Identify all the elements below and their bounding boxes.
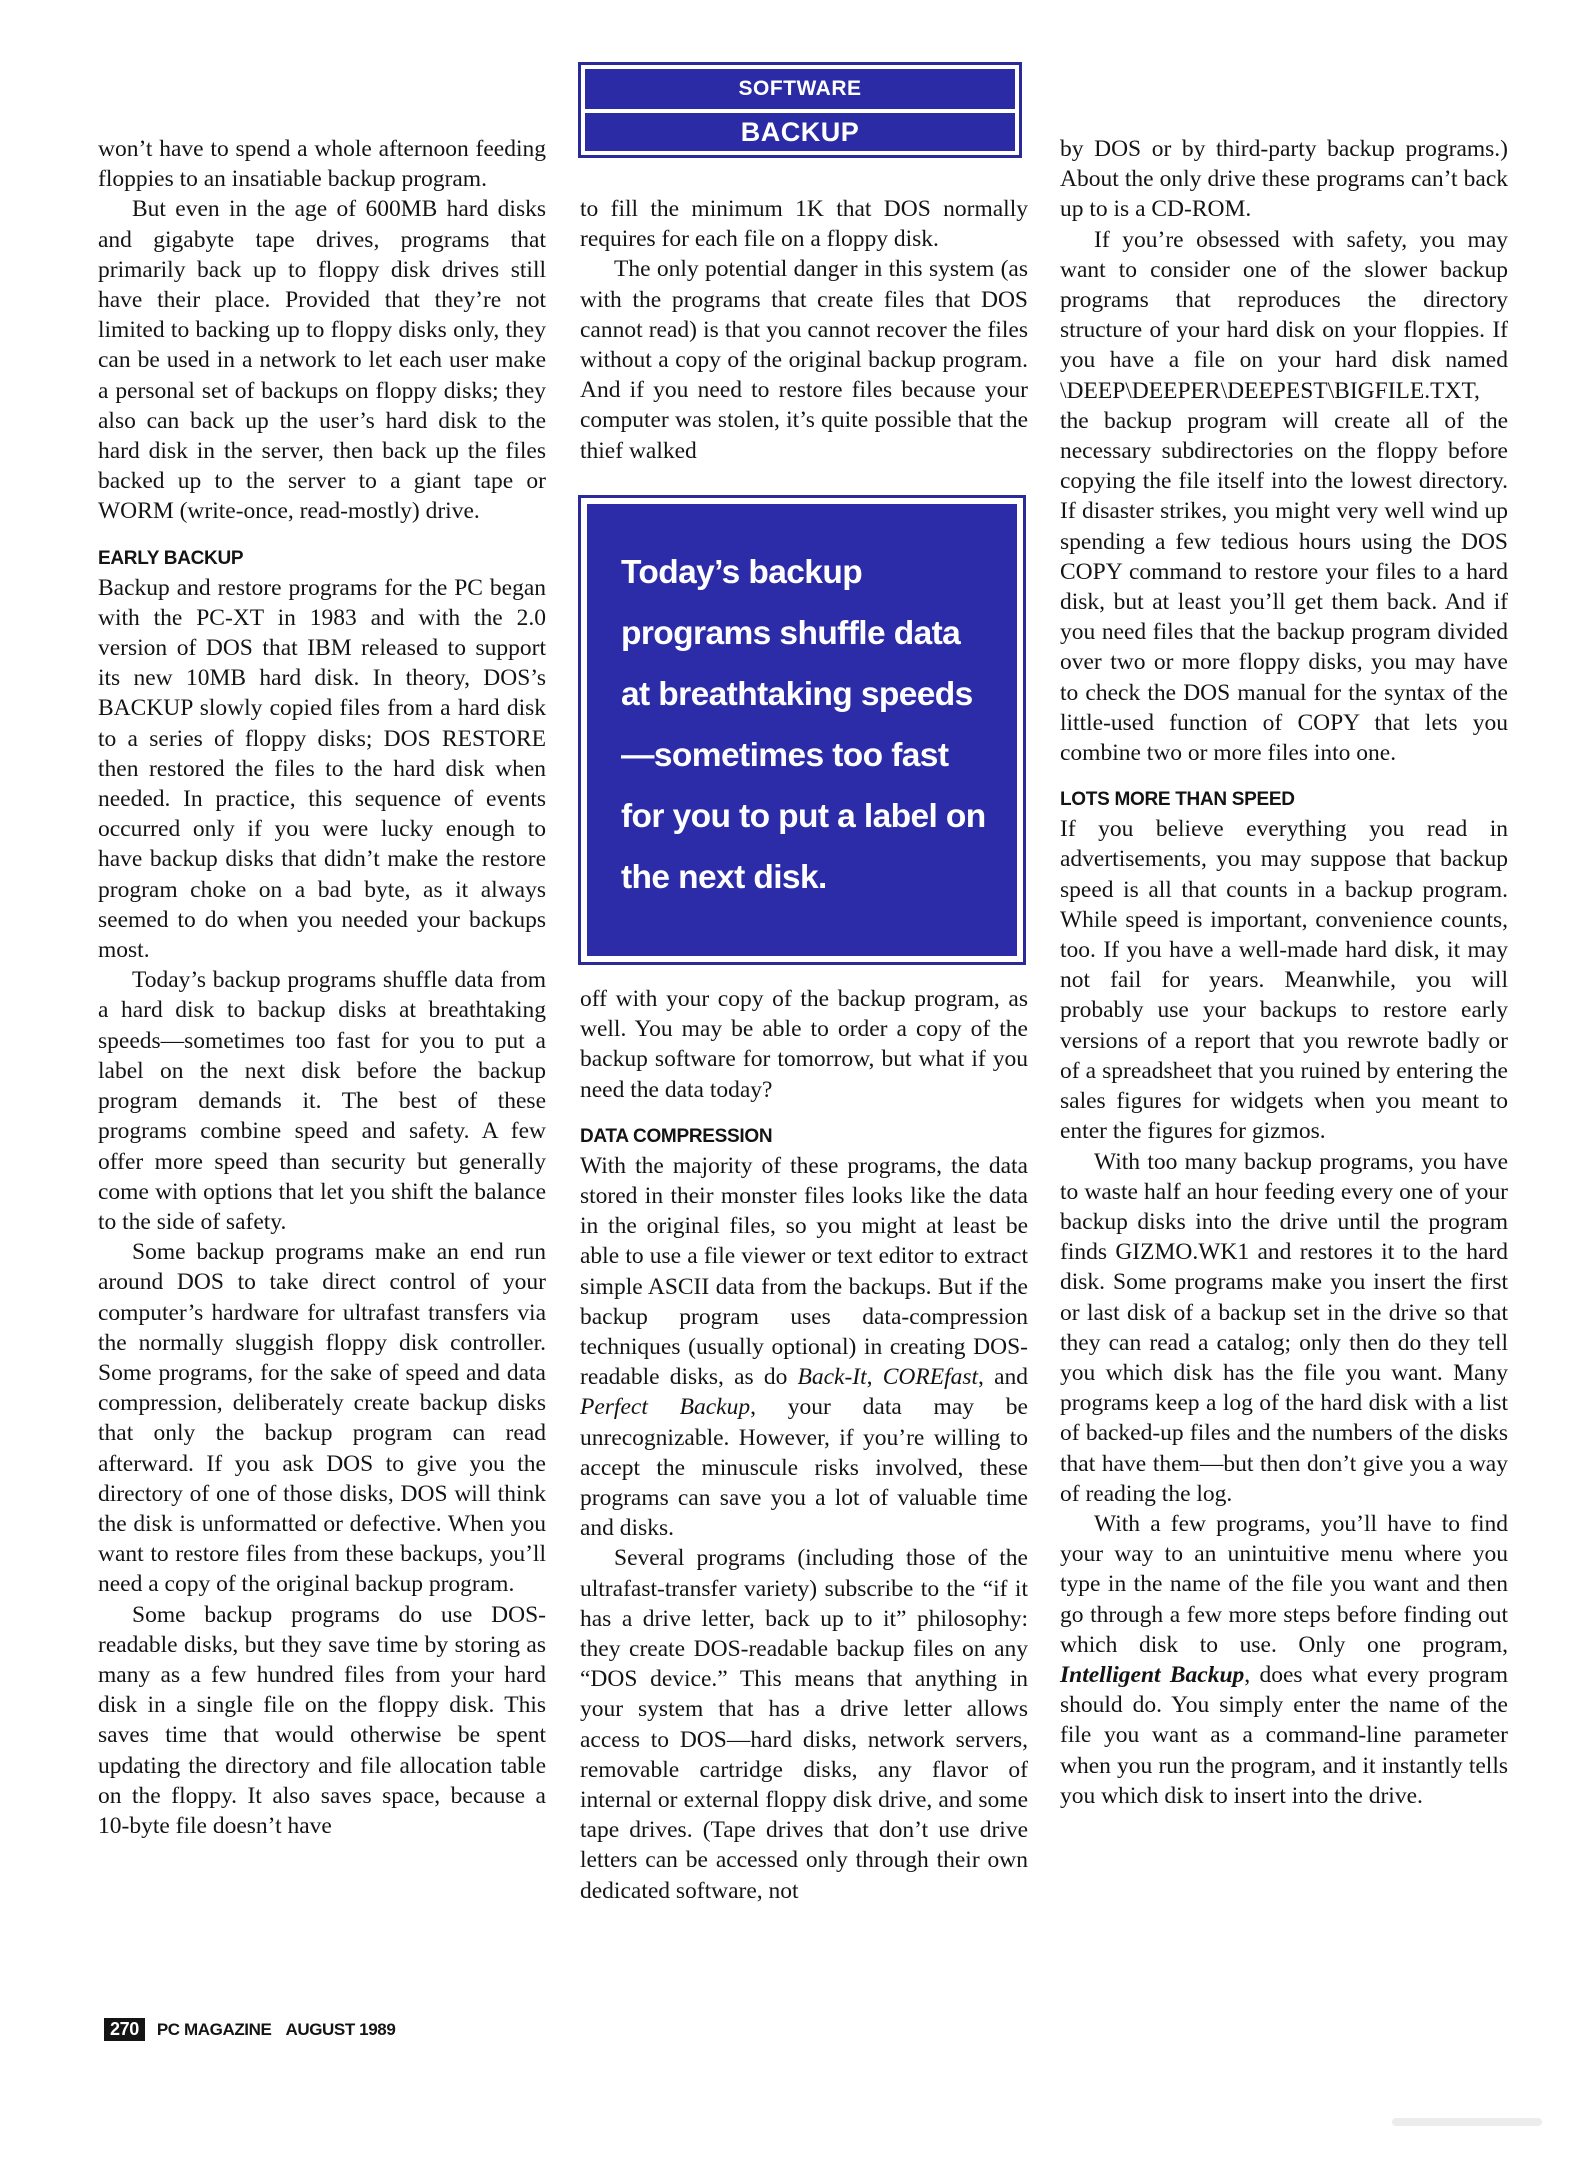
text-run: , does what every program should do. You simply enter the name of the file you want as a command-line parameter when you run the program, and it instantly tells you which disk to insert into the drive. [1060, 1661, 1509, 1809]
product-name: COREfast [882, 1364, 979, 1391]
product-name: Perfect Backup [580, 1394, 751, 1421]
paragraph: by DOS or by third-party backup programs.) About the only drive these programs can’t back up to is a CD-ROM. [1060, 136, 1508, 223]
section-title: BACKUP [585, 113, 1015, 151]
column-2-top [580, 194, 1028, 466]
paragraph: But even in the age of 600MB hard disks and gigabyte tape drives, programs that primarily back up to floppy disk drives still have their place. Provided that they’re not limited to backing up to floppy disks only, they can be used in a network to let each user make a personal set of backups on floppy disks; they also can back up the user’s hard disk to the hard disk in the server, then back up the files backed up to the server to a giant tape or WORM (write-once, read-mostly) drive. [98, 196, 546, 525]
column-3 [1060, 134, 1508, 1811]
section-heading-data-compression: DATA COMPRESSION [580, 1125, 773, 1147]
issue-date: AUGUST 1989 [285, 2019, 396, 2039]
text-run: , your data may be unrecognizable. However, if you’re willing to accept the minuscule risks involved, these programs can save you a lot of valuable time and disks. [580, 1394, 1028, 1542]
paragraph: to fill the minimum 1K that DOS normally requires for each file on a floppy disk. [580, 196, 1028, 253]
column-2-bottom [580, 984, 1028, 1906]
text-run: , and [978, 1364, 1029, 1391]
section-category: SOFTWARE [585, 69, 1015, 109]
page-number: 270 [104, 2018, 145, 2041]
text-run: , [866, 1364, 883, 1391]
product-name: Back-It [797, 1364, 867, 1391]
section-heading-lots-more-than-speed: LOTS MORE THAN SPEED [1060, 789, 1295, 811]
paragraph: Some backup programs do use DOS-readable disks, but they save time by storing as many as a few hundred files from your hard disk in a single file on the floppy disk. This saves time that would otherwise be spent updating the directory and file allocation table on the floppy. It also saves space, because a 10-byte file doesn’t have [98, 1601, 546, 1839]
paragraph: won’t have to spend a whole afternoon feeding floppies to an insatiable backup program. [98, 136, 546, 193]
product-name: Intelligent Backup [1060, 1661, 1245, 1688]
paragraph: Backup and restore programs for the PC began with the PC-XT in 1983 and with the 2.0 version of DOS that IBM released to support its new 10MB hard disk. In theory, DOS’s BACKUP slowly copied files from a hard disk to a series of floppy disks; DOS RESTORE then restored the files to the hard disk when needed. In practice, this sequence of events occurred only if you were lucky enough to have backup disks that didn’t make the restore program choke on a bad byte, as it always seemed to do when you needed your backups most. [98, 574, 546, 964]
paragraph: Some backup programs make an end run around DOS to take direct control of your computer’s hardware for ultrafast transfers via the normally sluggish floppy disk controller. Some programs, for the sake of speed and data compression, deliberately create backup disks that only the backup program can read afterward. If you ask DOS to give you the directory of one of those disks, DOS will think the disk is unformatted or defective. When you want to restore files from these backups, you’ll need a copy of the original backup program. [98, 1239, 546, 1598]
text-run: With the majority of these programs, the data stored in their monster files looks like the data in the original files, so you might at least be able to use a file viewer or text editor to extract simple ASCII data from the backups. But if the backup program uses data-compression techniques (usually optional) in creating DOS-readable disks, as do [580, 1152, 1028, 1391]
column-1 [98, 134, 546, 1841]
page-footer [104, 2018, 395, 2041]
text-run: With a few programs, you’ll have to find your way to an unintuitive menu where you type in the name of the file you want and then go through a few more steps before finding out which disk to use. Only one program, [1060, 1510, 1508, 1658]
paragraph: Several programs (including those of the ultrafast-transfer variety) subscribe to the “if it has a drive letter, back up to it” philosophy: they create DOS-readable backup files on any “DOS device.” This means that anything in your system that has a drive letter allows access to DOS—hard disks, network servers, removable cartridge disks, any flavor of internal or external floppy disk drive, and some tape drives. (Tape drives that don’t use drive letters can be accessed only through their own dedicated software, not [580, 1545, 1028, 1904]
pull-quote-text: Today’s backup programs shuffle data at breathtaking speeds—sometimes too fast for you to put a label on the next disk. [587, 504, 1017, 956]
section-heading-early-backup: EARLY BACKUP [98, 547, 244, 569]
pull-quote [578, 495, 1026, 965]
paragraph [1060, 1509, 1508, 1811]
magazine-name: PC MAGAZINE [156, 2019, 272, 2039]
paragraph: off with your copy of the backup program, as well. You may be able to order a copy of the backup software for tomorrow, but what if you need the data today? [580, 986, 1028, 1103]
paragraph: If you’re obsessed with safety, you may want to consider one of the slower backup programs that reproduces the directory structure of your hard disk on your floppies. If you have a file on your hard disk named \DEEP\DEEPER\DEEPEST\BIGFILE.TXT, the backup program will create all of the necessary subdirectories on the floppy before copying the file itself into the lowest directory. If disaster strikes, you might very well wind up spending a few tedious hours using the DOS COPY command to restore your files to a hard disk, but at least you’ll get them back. And if you need files that the backup program divided over two or more floppy disks, you may have to check the DOS manual for the syntax of the little-used function of COPY that lets you combine two or more files into one. [1060, 226, 1508, 767]
section-tag [578, 62, 1022, 158]
paragraph: If you believe everything you read in advertisements, you may suppose that backup speed is all that counts in a backup program. While speed is important, convenience counts, too. If you have a well-made hard disk, it may not fail for years. Meanwhile, you will probably use your backups to restore early versions of a report that you rewrote badly or of a spreadsheet that you ruined by entering the sales figures for widgets when you meant to enter the figures for gizmos. [1060, 816, 1508, 1145]
paragraph [580, 1151, 1028, 1544]
paragraph: Today’s backup programs shuffle data from a hard disk to backup disks at breathtaking speeds—sometimes too fast for you to put a label on the next disk before the backup program demands it. The best of these programs combine speed and safety. A few offer more speed than security but generally come with options that let you shift the balance to the side of safety. [98, 967, 546, 1235]
paragraph: The only potential danger in this system (as with the programs that create files that DOS cannot read) is that you cannot recover the files without a copy of the original backup program. And if you need to restore files because your computer was stolen, it’s quite possible that the thief walked [580, 256, 1028, 464]
scan-mark [1392, 2118, 1542, 2126]
paragraph: With too many backup programs, you have to waste half an hour feeding every one of your backup disks into the drive until the program finds GIZMO.WK1 and restores it to the hard disk. Some programs make you insert the first or last disk of a backup set in the drive so that they can read a catalog; only then do they tell you which disk has the file you want. Many programs keep a log of the hard disk with a list of backed-up files and the numbers of the disks that have them—but then don’t give you a way of reading the log. [1060, 1148, 1508, 1507]
